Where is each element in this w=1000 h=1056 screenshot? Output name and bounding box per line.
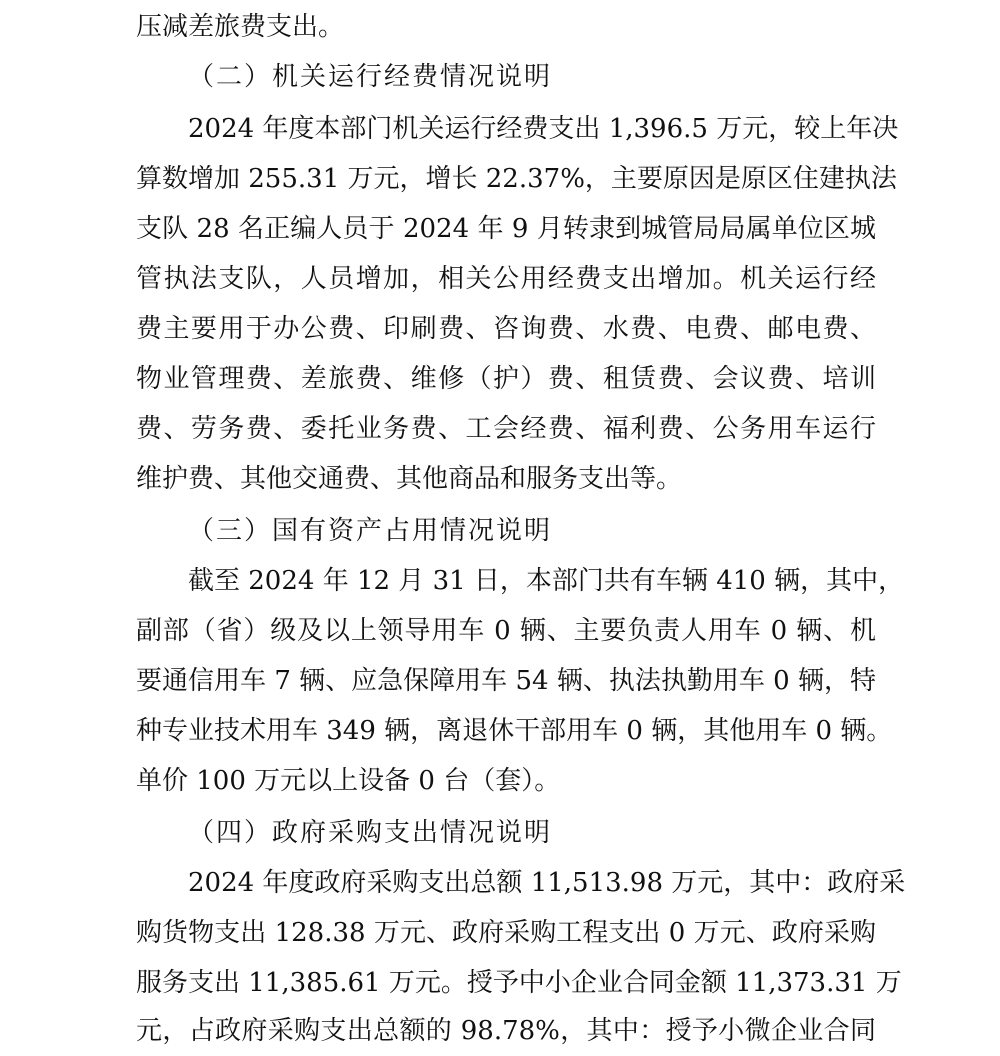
section3-line-5: 单价 100 万元以上设备 0 台（套）。 (136, 766, 561, 796)
section2-line-1: 2024 年度本部门机关运行经费支出 1,396.5 万元，较上年决 (188, 114, 899, 144)
section2-heading: （二）机关运行经费情况说明 (188, 62, 553, 92)
section4-line-3: 服务支出 11,385.61 万元。授予中小企业合同金额 11,373.31 万 (136, 968, 902, 998)
section4-heading: （四）政府采购支出情况说明 (188, 818, 553, 848)
section1-tail-line: 压减差旅费支出。 (136, 12, 345, 42)
section2-line-4: 管执法支队，人员增加，相关公用经费支出增加。机关运行经 (136, 264, 876, 294)
section3-line-3: 要通信用车 7 辆、应急保障用车 54 辆、执法执勤用车 0 辆，特 (136, 666, 876, 696)
section2-line-6: 物业管理费、差旅费、维修（护）费、租赁费、会议费、培训 (136, 364, 876, 394)
section2-line-3: 支队 28 名正编人员于 2024 年 9 月转隶到城管局局属单位区城 (136, 214, 876, 244)
section3-line-1: 截至 2024 年 12 月 31 日，本部门共有车辆 410 辆，其中， (188, 566, 905, 596)
section2-line-8: 维护费、其他交通费、其他商品和服务支出等。 (136, 464, 683, 494)
section4-line-1: 2024 年度政府采购支出总额 11,513.98 万元，其中：政府采 (188, 868, 906, 898)
section2-line-5: 费主要用于办公费、印刷费、咨询费、水费、电费、邮电费、 (136, 314, 876, 344)
section3-heading: （三）国有资产占用情况说明 (188, 516, 553, 546)
section3-line-2: 副部（省）级及以上领导用车 0 辆、主要负责人用车 0 辆、机 (136, 616, 876, 646)
section2-line-7: 费、劳务费、委托业务费、工会经费、福利费、公务用车运行 (136, 414, 876, 444)
section3-line-4: 种专业技术用车 349 辆，离退休干部用车 0 辆，其他用车 0 辆。 (136, 716, 893, 746)
section4-line-4: 元，占政府采购支出总额的 98.78%，其中：授予小微企业合同 (136, 1016, 876, 1046)
section4-line-2: 购货物支出 128.38 万元、政府采购工程支出 0 万元、政府采购 (136, 918, 876, 948)
section2-line-2: 算数增加 255.31 万元，增长 22.37%，主要原因是原区住建执法 (136, 164, 897, 194)
